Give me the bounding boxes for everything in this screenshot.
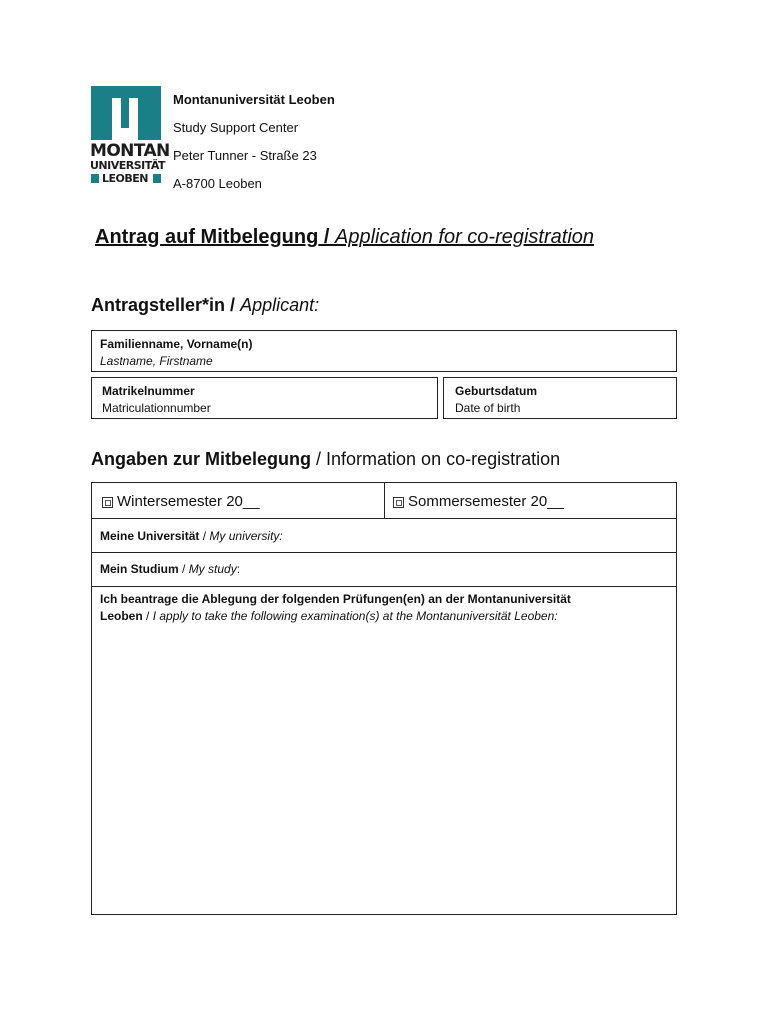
name-label-de: Familienname, Vorname(n) (100, 337, 253, 351)
address-street: Peter Tunner - Straße 23 (173, 148, 317, 163)
my-university-label-de: Meine Universität (100, 529, 200, 543)
summer-semester-cell (384, 482, 677, 519)
my-study-label-de: Mein Studium (100, 562, 179, 576)
logo-word-universitaet: UNIVERSITÄT (90, 159, 166, 172)
name-field[interactable] (91, 330, 677, 372)
logo-word-leoben: LEOBEN (102, 172, 148, 185)
applicant-heading: Antragsteller*in / Applicant: (91, 295, 320, 315)
logo-word-leoben-row (90, 172, 162, 185)
logo-word-montan: MONTAN (90, 141, 170, 161)
university-logo (90, 86, 170, 186)
address-block (173, 86, 335, 198)
my-study-field[interactable]: Mein Studium / My study: (91, 552, 677, 587)
summer-semester-checkbox[interactable] (393, 497, 404, 508)
examinations-label: Ich beantrage die Ablegung der folgenden Prüfungen(en) an der Montanuniversität Leoben / I apply to take the following examination(s) at the Montanuniversität Leoben: (100, 592, 571, 623)
examinations-field[interactable] (91, 586, 677, 915)
address-city: A-8700 Leoben (173, 176, 262, 191)
date-of-birth-field[interactable] (443, 377, 677, 419)
dob-label-en: Date of birth (455, 401, 521, 415)
matriculation-label-de: Matrikelnummer (102, 384, 195, 398)
dob-label-de: Geburtsdatum (455, 384, 538, 398)
name-label-en: Lastname, Firstname (100, 354, 213, 368)
matriculation-field[interactable] (91, 377, 438, 419)
winter-semester-cell (91, 482, 385, 519)
address-university: Montanuniversität Leoben (173, 92, 335, 107)
my-university-label-en: My university: (209, 529, 283, 543)
my-university-field[interactable]: Meine Universität / My university: (91, 518, 677, 553)
my-study-label-en: My study (188, 562, 237, 576)
winter-semester-checkbox[interactable] (102, 497, 113, 508)
winter-semester-label: Wintersemester 20__ (117, 493, 260, 510)
summer-semester-label: Sommersemester 20__ (408, 493, 564, 510)
matriculation-label-en: Matriculationnumber (102, 401, 211, 415)
page-title: Antrag auf Mitbelegung / Application for co-registration (95, 226, 595, 248)
address-department: Study Support Center (173, 120, 299, 135)
coregistration-heading: Angaben zur Mitbelegung / Information on co-registration (91, 449, 561, 469)
